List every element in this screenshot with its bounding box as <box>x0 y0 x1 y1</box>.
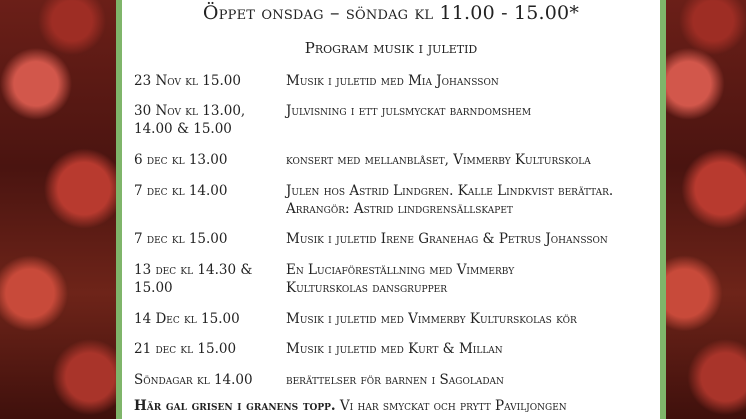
event-description: En Luciaföreställning med Vimmerby Kulturskolas dansgrupper <box>286 262 515 296</box>
event-description: Musik i juletid med Mia Johansson <box>286 73 499 89</box>
apple-background-right <box>664 0 746 419</box>
event-description: Julen hos Astrid Lindgren. Kalle Lindkvist berättar. Arrangör: Astrid lindgrensällskapet <box>286 183 614 217</box>
event-date: 23 Nov kl 15.00 <box>134 73 241 89</box>
footer-bold: Här gal grisen i granens topp. <box>134 398 336 414</box>
footer-text <box>134 398 656 414</box>
event-description: Musik i juletid med Kurt & Millan <box>286 341 503 357</box>
event-date: 21 dec kl 15.00 <box>134 341 237 357</box>
event-description: Musik i juletid med Vimmerby Kulturskolas kör <box>286 311 577 327</box>
event-description: Musik i juletid Irene Granehag & Petrus Johansson <box>286 231 608 247</box>
event-date: 7 dec kl 15.00 <box>134 231 228 247</box>
event-date: 30 Nov kl 13.00, 14.00 & 15.00 <box>134 103 246 137</box>
opening-hours-heading: Öppet onsdag – söndag kl 11.00 - 15.00* <box>202 2 580 24</box>
event-date: 7 dec kl 14.00 <box>134 183 228 199</box>
event-date: 6 dec kl 13.00 <box>134 152 228 168</box>
program-panel <box>116 0 666 419</box>
event-date: 14 Dec kl 15.00 <box>134 311 240 327</box>
footer-rest: Vi har smyckat och prytt Paviljongen <box>335 398 567 414</box>
event-date: Söndagar kl 14.00 <box>134 372 253 388</box>
event-date: 13 dec kl 14.30 & 15.00 <box>134 262 253 296</box>
apple-background-left <box>0 0 120 419</box>
event-description: berättelser för barnen i Sagoladan <box>286 372 504 388</box>
program-title: Program musik i juletid <box>304 39 478 57</box>
event-description: Julvisning i ett julsmyckat barndomshem <box>286 103 532 119</box>
event-description: konsert med mellanblåset, Vimmerby Kulturskola <box>286 152 591 168</box>
